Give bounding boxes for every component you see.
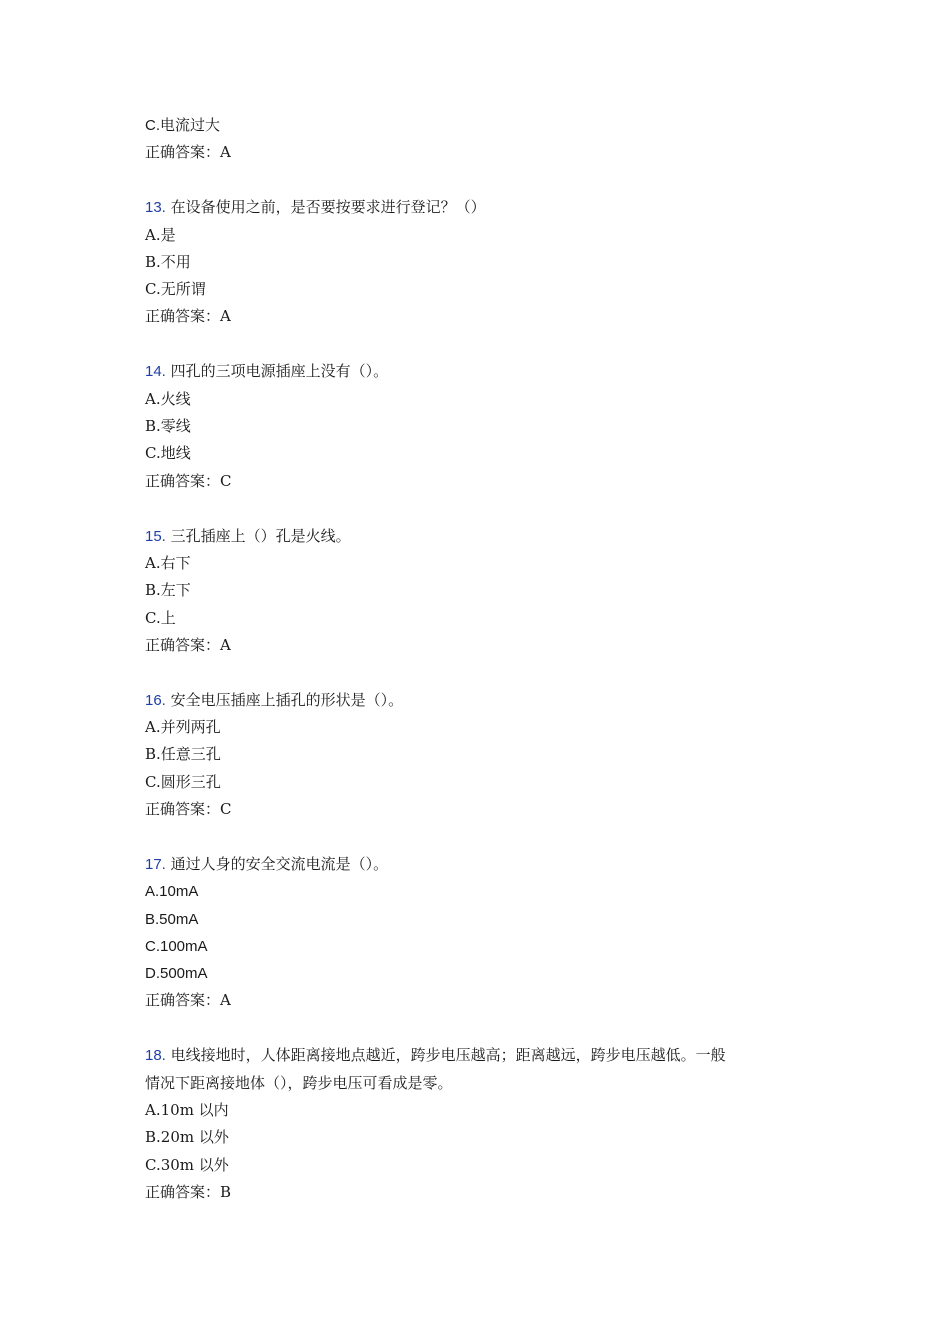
question-stem xyxy=(145,194,825,221)
question-text: 三孔插座上（）孔是火线。 xyxy=(170,526,351,545)
question-number: 18. xyxy=(145,1047,166,1065)
option-b: B.50mA xyxy=(145,910,199,928)
option-c: C.100mA xyxy=(145,937,208,955)
question-stem xyxy=(145,523,825,550)
option-b: B.左下 xyxy=(145,581,191,600)
answer: 正确答案：A xyxy=(145,307,231,326)
question-number: 17. xyxy=(145,855,166,873)
answer: 正确答案：C xyxy=(145,471,232,490)
question-13 xyxy=(145,194,825,330)
question-stem xyxy=(145,358,825,385)
option-c: C.30m 以外 xyxy=(145,1155,229,1174)
question-stem xyxy=(145,851,825,878)
option-b: B.20m 以外 xyxy=(145,1128,229,1147)
answer: 正确答案：A xyxy=(145,143,231,162)
question-text: 通过人身的安全交流电流是（）。 xyxy=(170,854,389,873)
option-a: A.右下 xyxy=(145,553,191,572)
option-c: C.电流过大 xyxy=(145,117,221,134)
question-number: 13. xyxy=(145,199,166,217)
question-14 xyxy=(145,358,825,494)
option-a: A.火线 xyxy=(145,389,191,408)
question-stem xyxy=(145,687,825,714)
option-b: B.零线 xyxy=(145,417,191,436)
option-c: C.圆形三孔 xyxy=(145,772,221,791)
answer: 正确答案：B xyxy=(145,1182,232,1201)
option-a: A.是 xyxy=(145,225,176,244)
option-a: A.并列两孔 xyxy=(145,718,221,737)
question-number: 16. xyxy=(145,691,166,709)
question-15 xyxy=(145,523,825,659)
option-c: C.地线 xyxy=(145,444,191,463)
option-b: B.不用 xyxy=(145,252,191,271)
question-number: 15. xyxy=(145,527,166,545)
question-text: 在设备使用之前，是否要按要求进行登记？（） xyxy=(170,198,486,217)
option-b: B.任意三孔 xyxy=(145,745,221,764)
question-number: 14. xyxy=(145,363,166,381)
option-c: C.上 xyxy=(145,608,176,627)
question-16 xyxy=(145,687,825,823)
question-text: 电线接地时，人体距离接地点越近，跨步电压越高；距离越远，跨步电压越低。一般 xyxy=(170,1046,726,1065)
question-text: 四孔的三项电源插座上没有（）。 xyxy=(170,362,389,381)
question-stem-line-1 xyxy=(145,1042,825,1069)
option-d: D.500mA xyxy=(145,965,208,983)
option-a: A.10mA xyxy=(145,883,199,901)
question-text: 安全电压插座上插孔的形状是（）。 xyxy=(170,690,404,709)
option-c: C.无所谓 xyxy=(145,280,206,299)
question-18 xyxy=(145,1042,825,1206)
question-stem-line-2: 情况下距离接地体（），跨步电压可看成是零。 xyxy=(145,1073,453,1092)
document-page xyxy=(145,112,825,1234)
question-17 xyxy=(145,851,825,1015)
option-a: A.10m 以内 xyxy=(145,1101,229,1120)
question-12-tail xyxy=(145,112,825,167)
answer: 正确答案：C xyxy=(145,799,232,818)
answer: 正确答案：A xyxy=(145,635,231,654)
answer: 正确答案：A xyxy=(145,991,231,1010)
